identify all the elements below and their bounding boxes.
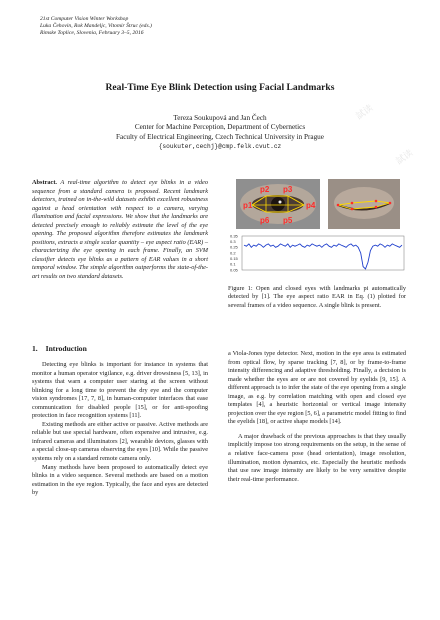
section-title: Introduction	[45, 344, 87, 353]
landmark-p5: p5	[283, 216, 293, 225]
affiliation-center: Center for Machine Perception, Department of Cybernetics	[134, 123, 306, 132]
ear-series-line	[244, 244, 402, 269]
header-line-3: Rimske Toplice, Slovenia, February 3–5, 2016	[40, 30, 144, 36]
figure-1	[228, 179, 406, 279]
paragraph: Detecting eye blinks is important for instance in systems that monitor a human operator vigilance, e.g. driver drowsiness [5, 13], in systems that warn a computer user staring at the screen without blinking for a long time to prevent the dry eye and the computer vision syndromes [17, 7, 8], in human-computer interfaces that ease communication for disabled people [15], or for anti-spoofing protection in face recognition systems [11].	[32, 361, 208, 420]
y-tick-label: 0.25	[230, 244, 238, 250]
paragraph: Existing methods are either active or passive. Active methods are reliable but use special hardware, often expensive and intrusive, e.g. infrared cameras and illuminators [2], wearable devices, glasses with a special close-up cameras observing the eyes [10]. While the passive systems rely on a standard remote camera only.	[32, 420, 208, 463]
landmark-p2: p2	[260, 185, 270, 194]
y-tick-label: 0.15	[230, 255, 238, 261]
figure-caption: Figure 1: Open and closed eyes with landmarks pi automatically detected by [1]. The eye aspect ratio EAR in Eq. (1) plotted for several frames of a video sequence. A single blink is present.	[228, 285, 406, 309]
abstract	[32, 179, 208, 282]
section-heading	[32, 344, 87, 353]
landmark-p4: p4	[306, 201, 316, 210]
paragraph: Many methods have been proposed to automatically detect eye blinks in a video sequence. Several methods are based on a motion estimation in the eye region. Typically, the face and eyes are detected by	[32, 463, 208, 497]
author-names: Tereza Soukupová and Jan Čech	[173, 114, 267, 122]
right-column	[228, 350, 406, 484]
header-line-1: 21st Computer Vision Winter Workshop	[40, 16, 129, 22]
landmark-p6: p6	[260, 216, 270, 225]
watermark: 試读	[354, 102, 375, 122]
ear-plot-frame	[242, 236, 404, 270]
author-email: {soukuter,cechj}@cmp.felk.cvut.cz	[158, 143, 282, 151]
abstract-label: Abstract.	[32, 179, 58, 186]
figure-graphic	[228, 179, 406, 279]
y-tick-label: 0.3	[230, 238, 236, 244]
y-tick-label: 0.1	[230, 261, 236, 267]
affiliation-faculty: Faculty of Electrical Engineering, Czech Technical University in Prague	[116, 132, 324, 141]
paper-title: Real-Time Eye Blink Detection using Facial Landmarks	[105, 82, 335, 93]
section-number: 1.	[32, 344, 38, 353]
paragraph: A major drawback of the previous approaches is that they usually implicitly impose too strong requirements on the setup, in the sense of a relative face-camera pose (head orientation), image resolution, illumination, motion dynamics, etc. Especially the heuristic methods that use raw image intensity are likely to be very sensitive despite their real-time performance.	[228, 432, 406, 483]
running-header	[40, 16, 152, 37]
y-tick-label: 0.05	[230, 267, 238, 273]
header-line-2: Luka Čehovin, Rok Mandeljc, Vitomir Štruc (eds.)	[40, 23, 152, 29]
landmark-p1: p1	[243, 201, 253, 210]
left-column	[32, 361, 208, 498]
y-tick-label: 0.35	[230, 233, 238, 239]
watermark: 試读	[394, 147, 415, 167]
landmark-p3: p3	[283, 185, 293, 194]
author-block	[0, 114, 440, 152]
y-tick-label: 0.2	[230, 250, 236, 256]
abstract-text: A real-time algorithm to detect eye blinks in a video sequence from a standard camera is proposed. Recent landmark detectors, trained on in-the-wild datasets exhibit excellent robustness against a head orientation with respect to a camera, varying illumination and facial expressions. We show that the landmarks are detected precisely enough to reliably estimate the level of the eye opening. The proposed algorithm therefore estimates the landmark positions, extracts a single scalar quantity – eye aspect ratio (EAR) – characterizing the eye opening in each frame. Finally, an SVM classifier detects eye blinks as a pattern of EAR values in a short temporal window. The simple algorithm outperforms the state-of-the-art results on two standard datasets.	[32, 179, 208, 281]
paragraph: a Viola-Jones type detector. Next, motion in the eye area is estimated from optical flow, by sparse tracking [7, 8], or by frame-to-frame intensity differencing and adaptive thresholding. Finally, a decision is made whether the eyes are or are not covered by eyelids [9, 15]. A different approach is to infer the state of the eye opening from a single image, as e.g. by correlation matching with open and closed eye templates [4], a heuristic horizontal or vertical image intensity projection over the eye region [5, 6], a parametric model fitting to find the eyelids [18], or active shape models [14].	[228, 350, 406, 426]
